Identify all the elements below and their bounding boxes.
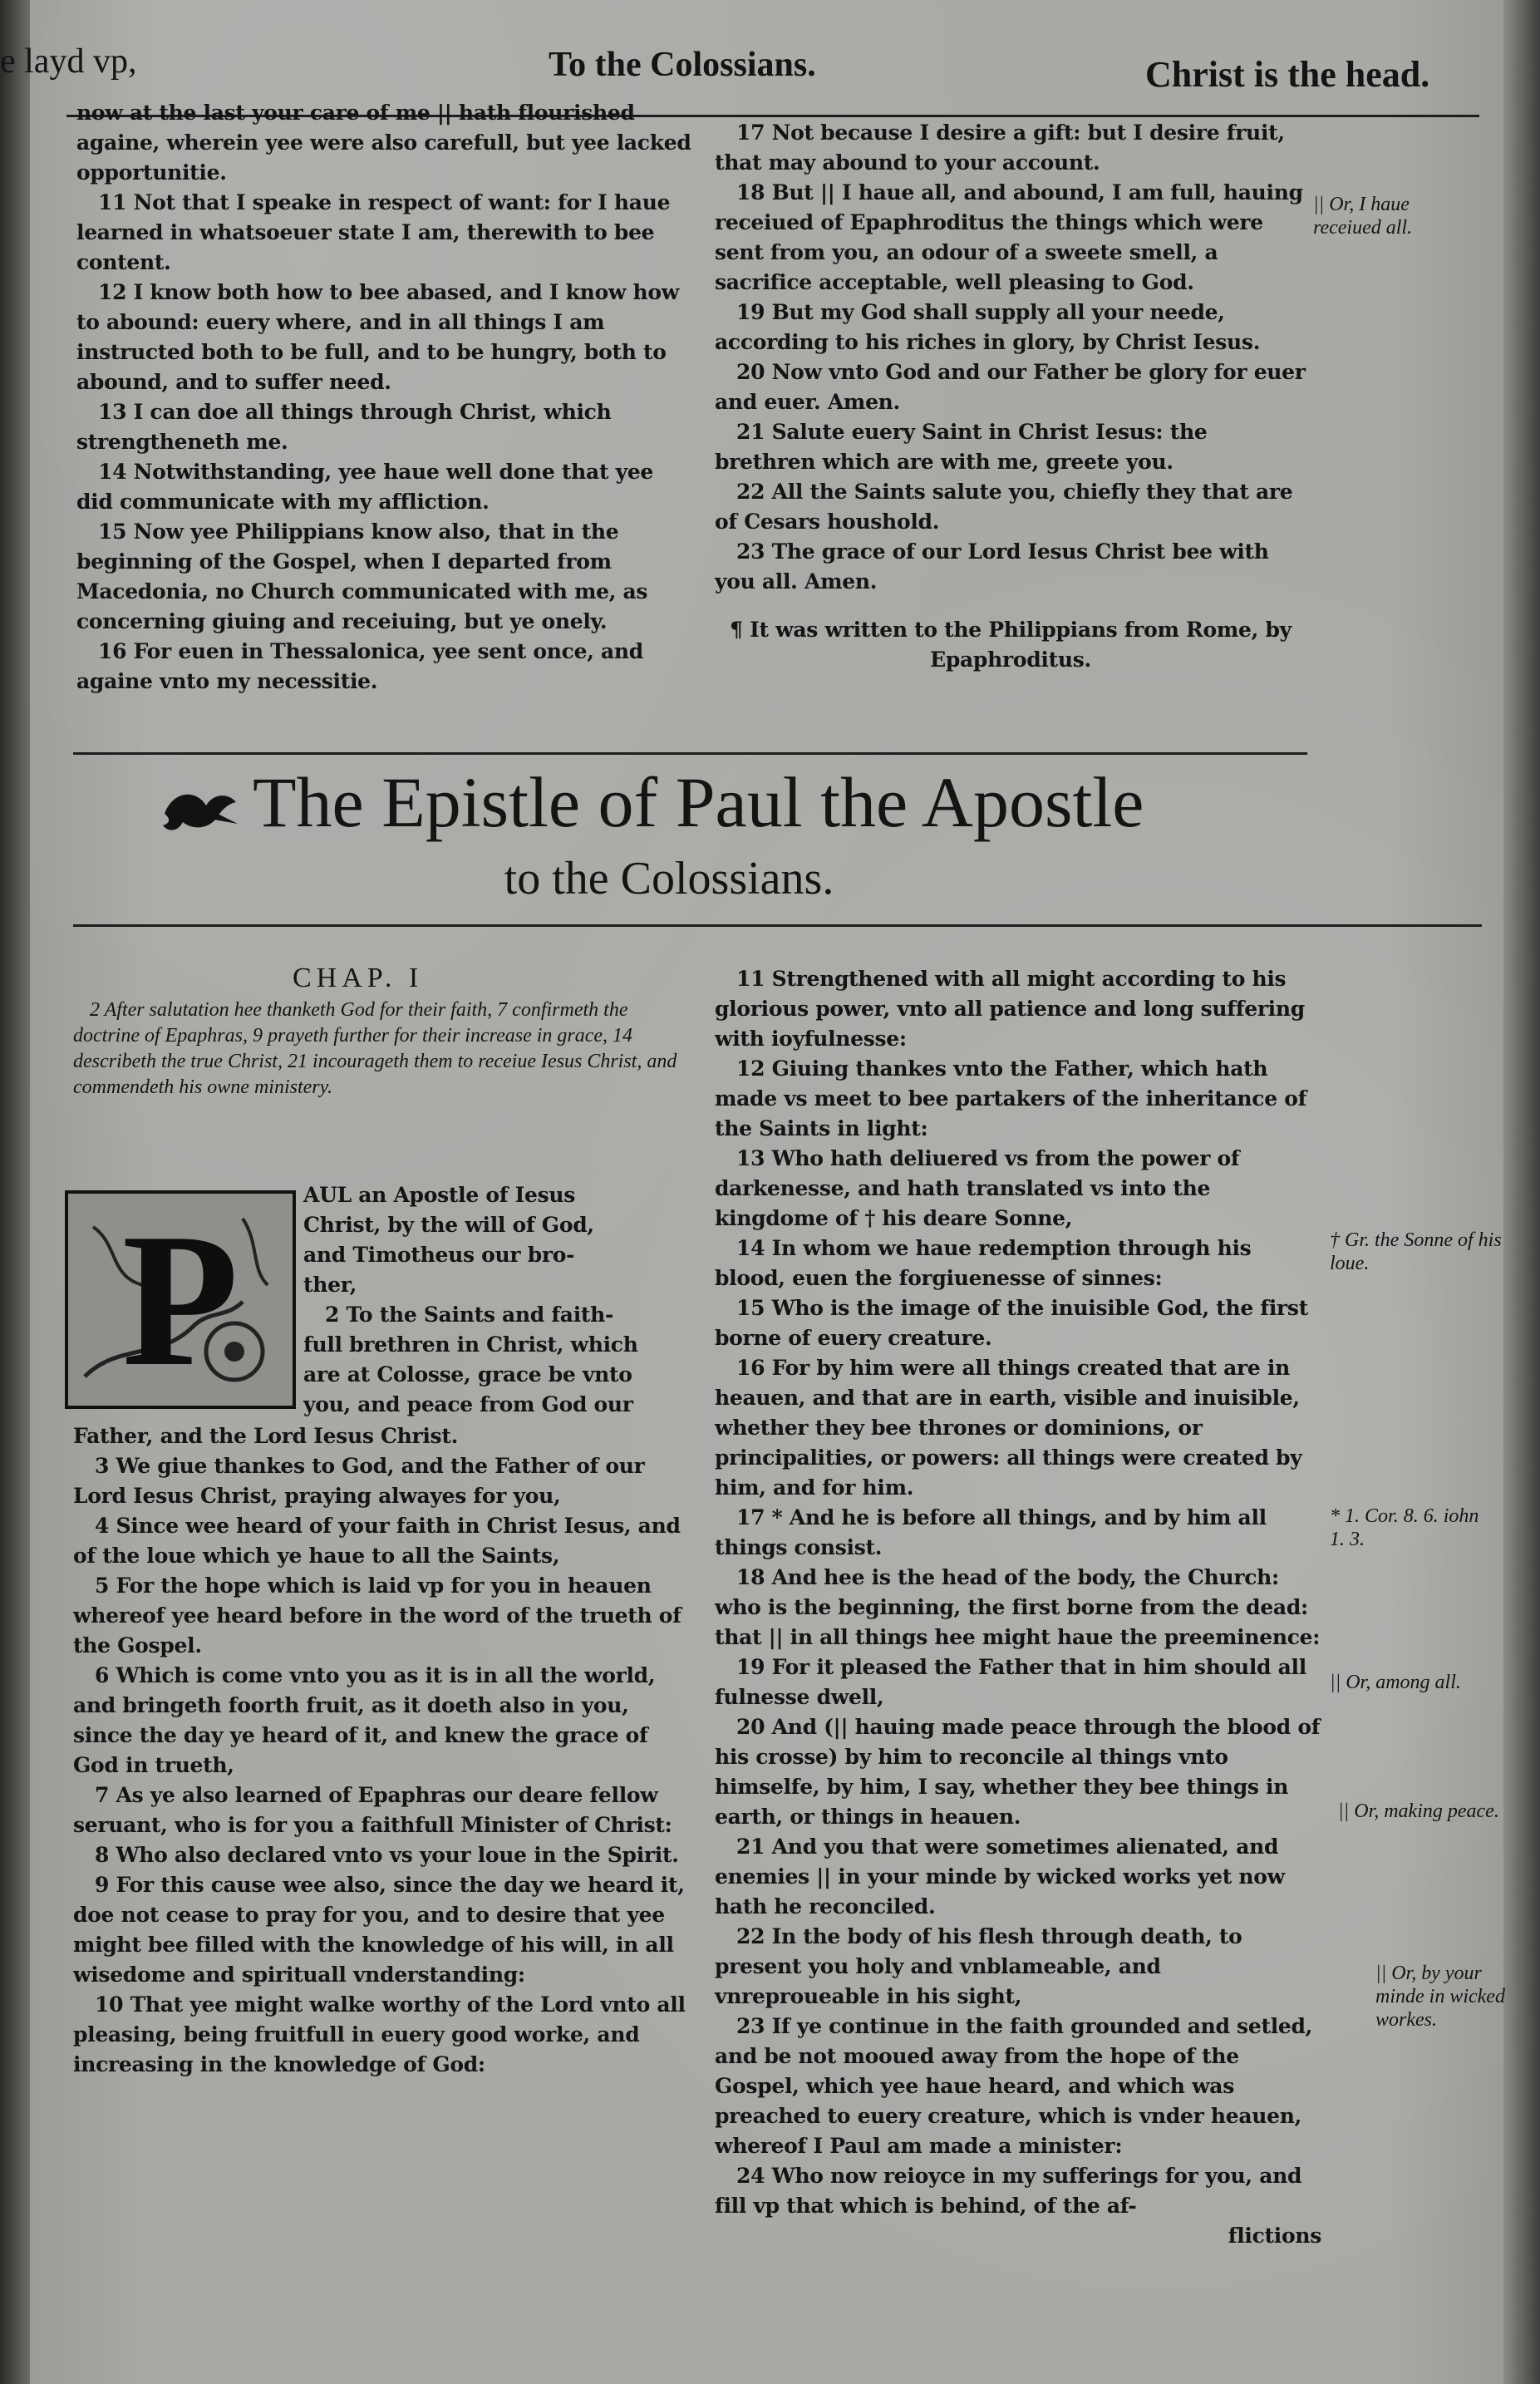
intro-line: AUL an Apostle of Iesus [303, 1183, 575, 1207]
epistle-title [158, 756, 1321, 909]
page-right-edge [1503, 0, 1540, 2384]
title-rule [73, 924, 1482, 927]
chapter-summary: 2 After salutation hee thanketh God for their faith, 7 confirmeth the doctrine of Epaphras, 9 prayeth further for their increase in grace, 14 describeth the true Christ, 21 incourageth them to receiue Iesus Christ, and commendeth his owne ministery. [73, 999, 677, 1098]
verse: 4 Since wee heard of your faith in Christ Iesus, and of the loue which ye haue to all the Saints, [73, 1514, 681, 1568]
running-head-left: e layd vp, [0, 42, 137, 81]
section-rule [73, 752, 1307, 755]
verse: 18 But || I haue all, and abound, I am full, hauing receiued of Epaphroditus the things which were sent from you, an odour of a sweete smell, a sacrifice acceptable, well pleasing to God. [715, 180, 1303, 294]
philippians-right-column [715, 118, 1306, 675]
intro-lines [303, 1180, 694, 1420]
verse: 12 I know both how to bee abased, and I know how to abound: euery where, and in all things I am instructed both to be full, and to be hungry, both to abound, and to suffer need. [76, 280, 679, 394]
verse: 10 That yee might walke worthy of the Lord vnto all pleasing, being fruitfull in euery good worke, and increasing in the knowledge of God: [73, 1992, 686, 2076]
verse: 18 And hee is the head of the body, the Church: who is the beginning, the first borne from the dead: that || in all things hee might haue the preeminence: [715, 1565, 1321, 1649]
verse: 13 I can doe all things through Christ, which strengtheneth me. [76, 400, 612, 454]
intro-line: Christ, by the will of God, [303, 1213, 594, 1237]
verse: 7 As ye also learned of Epaphras our deare fellow seruant, who is for you a faithfull Minister of Christ: [73, 1783, 672, 1837]
verse: 3 We giue thankes to God, and the Father of our Lord Iesus Christ, praying alwayes for you, [73, 1454, 645, 1508]
verse: 19 But my God shall supply all your neede, according to his riches in glory, by Christ Iesus. [715, 300, 1261, 354]
margin-note: || Or, I haue receiued all. [1313, 194, 1413, 239]
colossians-right-column [715, 964, 1321, 2251]
fleuron-ornament-icon [158, 781, 241, 839]
verse: 23 The grace of our Lord Iesus Christ bee with you all. Amen. [715, 539, 1269, 594]
verse: 20 And (|| hauing made peace through the blood of his crosse) by him to reconcile al things vnto himselfe, by him, I say, whether they bee things in earth, or things in heauen. [715, 1715, 1321, 1829]
margin-note: * 1. Cor. 8. 6. iohn 1. 3. [1330, 1505, 1479, 1550]
page-left-edge [0, 0, 30, 2384]
verse: now at the last your care of me || hath flourished againe, wherein yee were also carefull, but yee lacked opportunitie. [76, 101, 691, 185]
intro-line: and Timotheus our bro- [303, 1243, 575, 1267]
verse: 20 Now vnto God and our Father be glory for euer and euer. Amen. [715, 360, 1306, 414]
margin-note: || Or, by your minde in wicked workes. [1375, 1963, 1505, 2031]
verse: 9 For this cause wee also, since the day we heard it, doe not cease to pray for you, and to desire that yee might bee filled with the knowledge of his will, in all wisedome and spirituall vnderstanding: [73, 1873, 685, 1987]
verse: 16 For by him were all things created that are in heauen, and that are in earth, visible and inuisible, whether they bee thrones or dominions, or principalities, or powers: all things were created by him, and for him. [715, 1356, 1302, 1500]
verse: 23 If ye continue in the faith grounded and setled, and be not mooued away from the hope of the Gospel, which yee haue heard, and which was preached to euery creature, which is vnder heauen, whereof I Paul am made a minister: [715, 2014, 1313, 2158]
drop-cap-letter: P [121, 1194, 239, 1406]
verse: 21 And you that were sometimes alienated, and enemies || in your minde by wicked works yet now hath he reconciled. [715, 1835, 1285, 1919]
verse: 14 In whom we haue redemption through his blood, euen the forgiuenesse of sinnes: [715, 1236, 1252, 1290]
margin-note: || Or, among all. [1330, 1672, 1461, 1693]
philippians-left-column [76, 98, 696, 697]
margin-note: || Or, making peace. [1338, 1800, 1499, 1822]
drop-cap [65, 1190, 296, 1409]
verse: 15 Now yee Philippians know also, that in the beginning of the Gospel, when I departed from Macedonia, no Church communicated with me, as concerning giuing and receiuing, but ye onely. [76, 520, 648, 633]
verse: 6 Which is come vnto you as it is in all the world, and bringeth foorth fruit, as it doeth also in you, since the day ye heard of it, and knew the grace of God in trueth, [73, 1663, 656, 1777]
verse: 14 Notwithstanding, yee haue well done that yee did communicate with my affliction. [76, 460, 654, 514]
verse: 13 Who hath deliuered vs from the power of darkenesse, and hath translated vs into the kingdome of † his deare Sonne, [715, 1146, 1240, 1230]
verse: 11 Strengthened with all might according to his glorious power, vnto all patience and long suffering with ioyfulnesse: [715, 967, 1305, 1051]
verse: 22 In the body of his flesh through death, to present you holy and vnblameable, and vnreproueable in his sight, [715, 1924, 1242, 2008]
running-head-center: To the Colossians. [549, 46, 816, 84]
verse: 5 For the hope which is laid vp for you in heauen whereof yee heard before in the word of the trueth of the Gospel. [73, 1574, 681, 1657]
margin-note: † Gr. the Sonne of his loue. [1330, 1229, 1502, 1274]
verse: 21 Salute euery Saint in Christ Iesus: the brethren which are with me, greete you. [715, 420, 1208, 474]
verse: 22 All the Saints salute you, chiefly they that are of Cesars houshold. [715, 480, 1293, 534]
intro-line: are at Colosse, grace be vnto [303, 1362, 632, 1387]
verse: 11 Not that I speake in respect of want: for I haue learned in whatsoeuer state I am, therewith to bee content. [76, 190, 671, 274]
title-line-1: The Epistle of Paul the Apostle [253, 762, 1144, 842]
intro-line: you, and peace from God our [303, 1392, 633, 1416]
verse: 16 For euen in Thessalonica, yee sent once, and againe vnto my necessitie. [76, 639, 643, 693]
catchword: flictions [1228, 2224, 1321, 2248]
verse: 17 Not because I desire a gift: but I desire fruit, that may abound to your account. [715, 121, 1285, 175]
intro-line: ther, [303, 1273, 357, 1297]
title-line-2: to the Colossians. [504, 853, 834, 904]
chapter-heading: CHAP. I [293, 963, 424, 993]
colossians-left-column [73, 1421, 688, 2080]
verse: 15 Who is the image of the inuisible God, the first borne of euery creature. [715, 1296, 1308, 1350]
verse: 24 Who now reioyce in my sufferings for you, and fill vp that which is behind, of the af- [715, 2164, 1302, 2218]
intro-line: 2 To the Saints and faith- [325, 1303, 614, 1327]
verse: 19 For it pleased the Father that in him should all fulnesse dwell, [715, 1655, 1306, 1709]
intro-line: full brethren in Christ, which [303, 1332, 638, 1357]
verse: Father, and the Lord Iesus Christ. [73, 1424, 458, 1448]
subscription: ¶ It was written to the Philippians from Rome, by Epaphroditus. [730, 618, 1292, 672]
running-head-right: Christ is the head. [1145, 54, 1430, 95]
verse: 12 Giuing thankes vnto the Father, which hath made vs meet to bee partakers of the inheritance of the Saints in light: [715, 1057, 1307, 1140]
verse: 8 Who also declared vnto vs your loue in the Spirit. [95, 1843, 679, 1867]
verse: 17 * And he is before all things, and by him all things consist. [715, 1505, 1267, 1559]
